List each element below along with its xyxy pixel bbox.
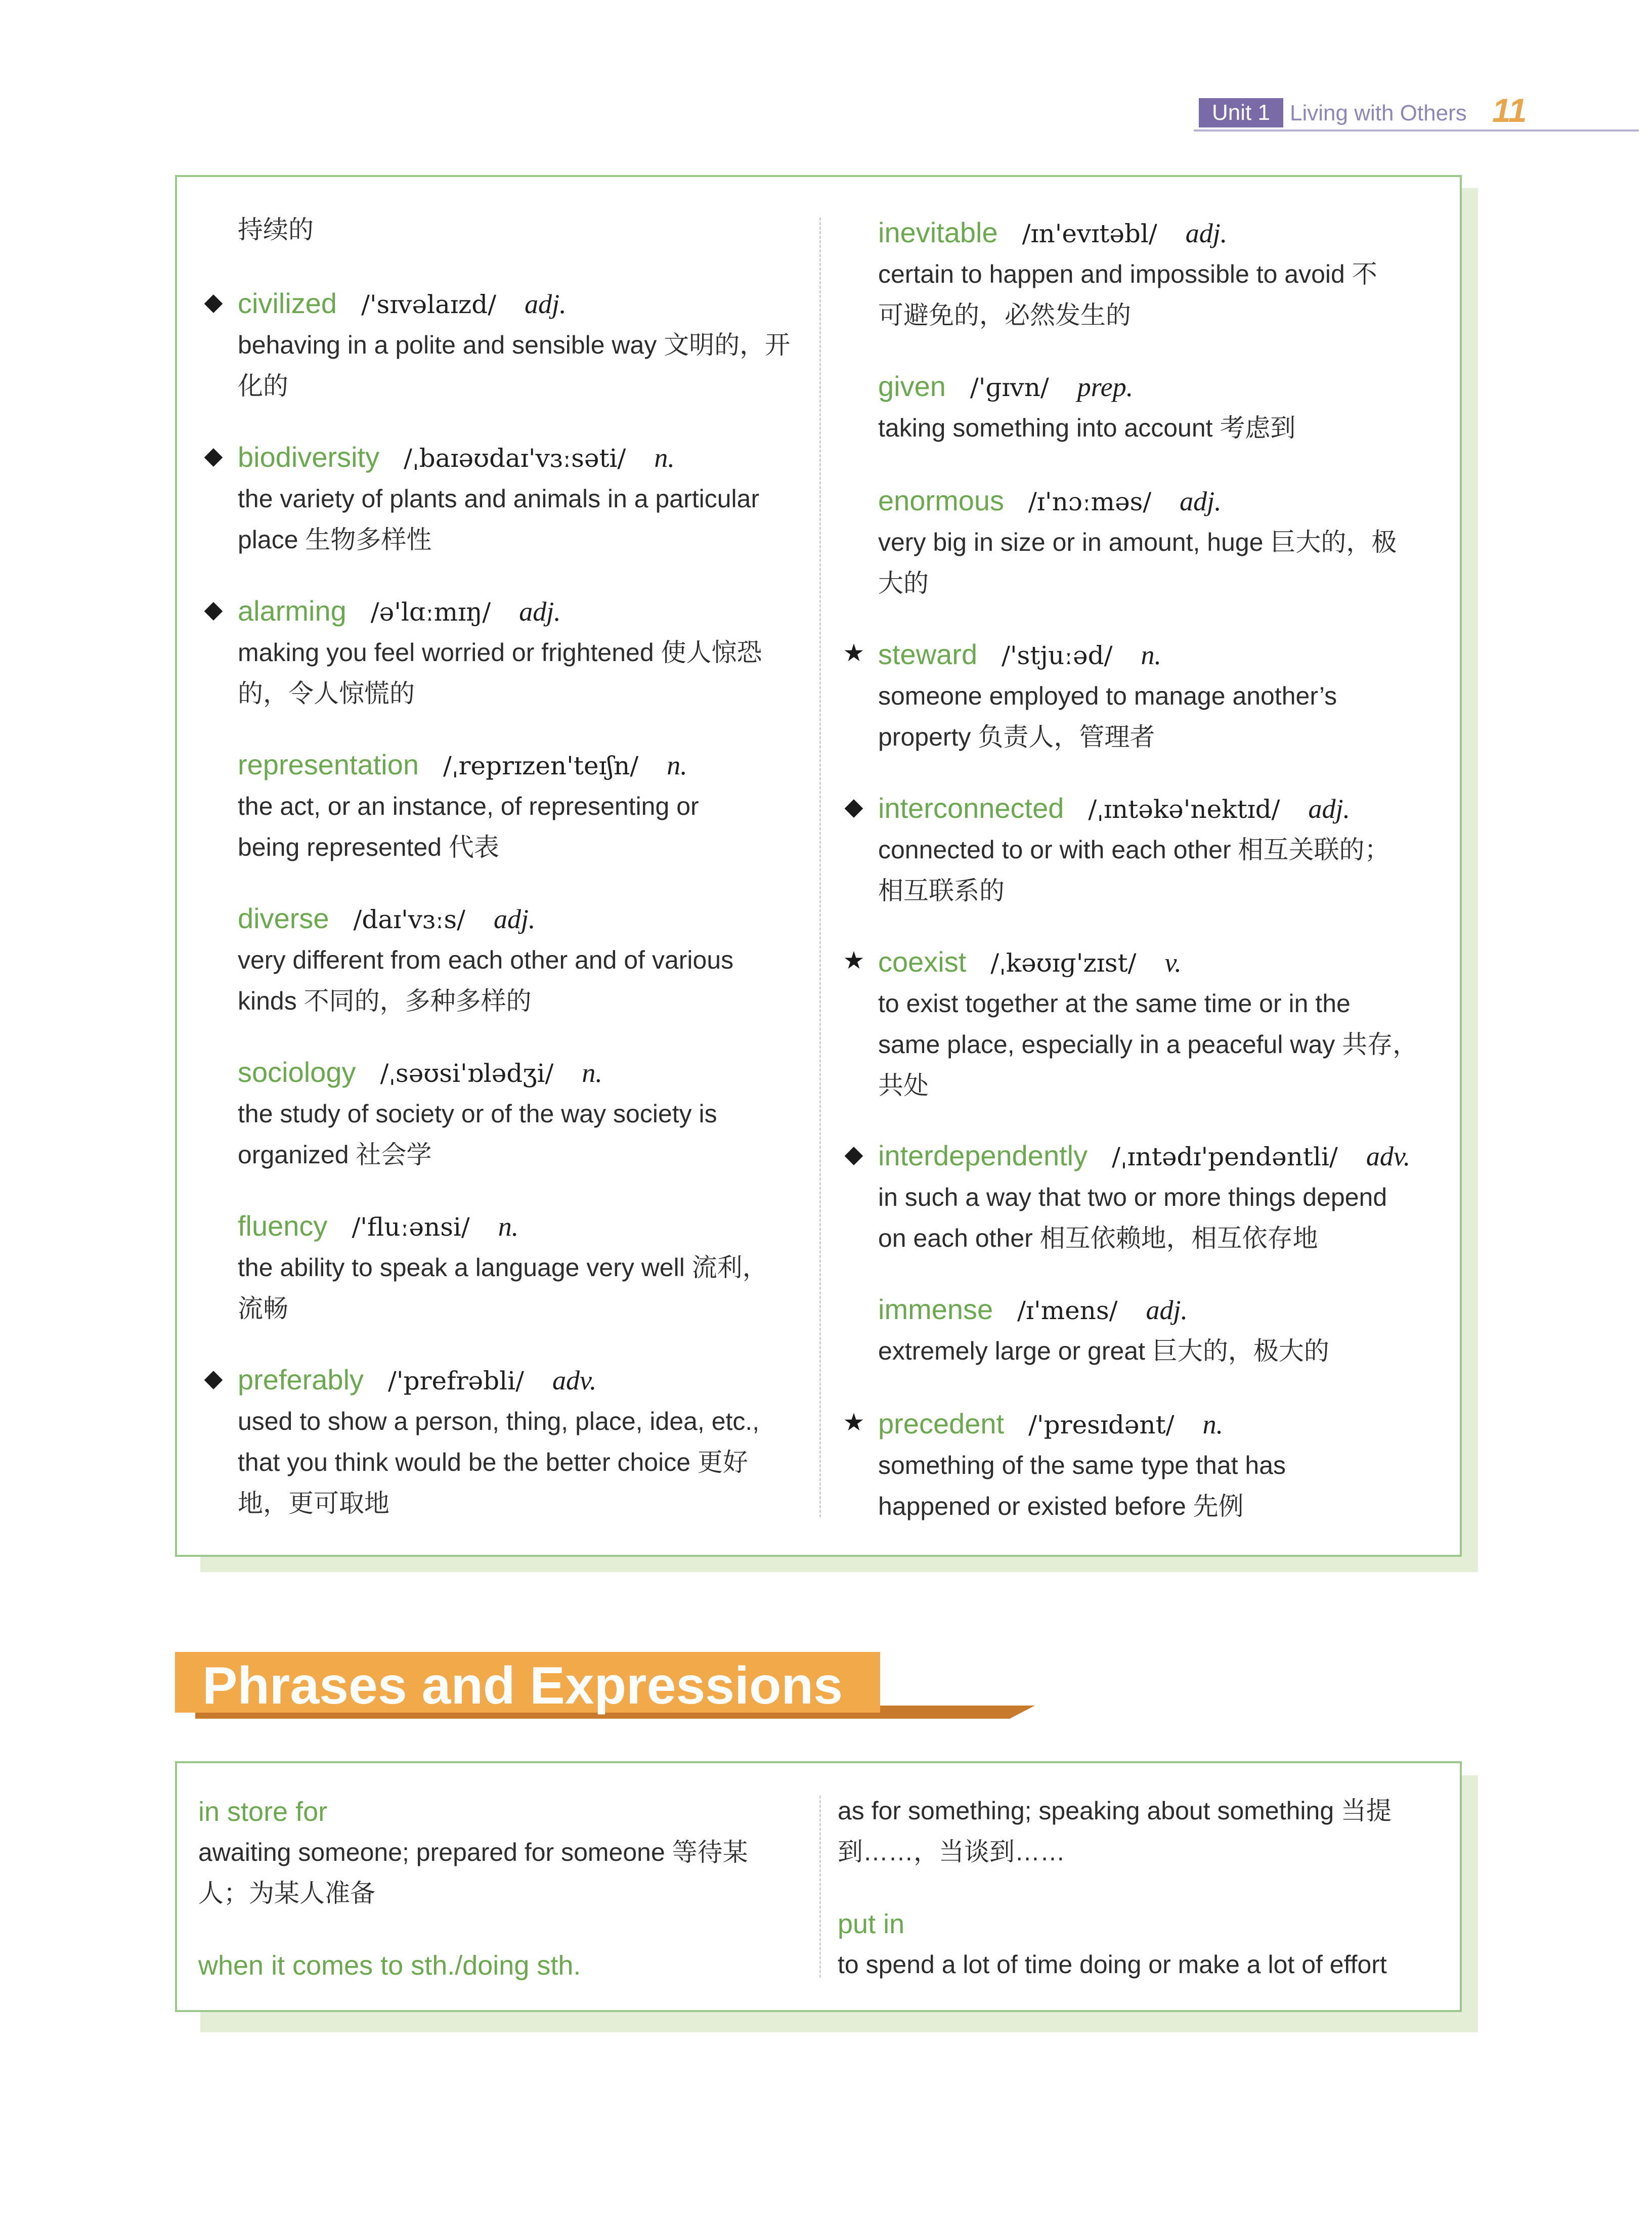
definition-line: certain to happen and impossible to avoid 不 <box>878 260 1377 288</box>
part-of-speech: adv. <box>1366 1141 1411 1171</box>
unit-title: Living with Others <box>1290 101 1467 125</box>
pronunciation: /ˌɪntəkə'nektɪd/ <box>1088 795 1280 824</box>
headword: given <box>878 370 946 402</box>
definition-line: that you think would be the better choice 更好 <box>238 1448 748 1476</box>
pronunciation: /ˌɪntədɪ'pendəntli/ <box>1112 1142 1338 1171</box>
section-title: Phrases and Expressions <box>202 1656 843 1715</box>
diamond-marker-icon: ◆ <box>204 289 223 316</box>
part-of-speech: adj. <box>1308 794 1351 824</box>
right-continuation-text <box>838 1791 1392 1872</box>
definition-line: the variety of plants and animals in a particular <box>238 485 760 513</box>
phrase-heading: in store for <box>198 1797 328 1827</box>
definition-line: being represented 代表 <box>238 833 499 861</box>
headword: biodiversity <box>238 441 380 473</box>
definition-line: 相互联系的 <box>878 877 1005 905</box>
definition-line: 可避免的，必然发生的 <box>878 301 1131 329</box>
definition-line: on each other 相互依赖地，相互依存地 <box>878 1224 1318 1252</box>
definition-line: kinds 不同的，多种多样的 <box>238 987 532 1015</box>
entry-headline <box>238 898 814 940</box>
headword: diverse <box>238 902 329 934</box>
pronunciation: /ˌsəʊsi'ɒlədʒi/ <box>380 1059 554 1088</box>
phrase-heading: when it comes to sth./doing sth. <box>198 1950 581 1981</box>
pronunciation: /ˌbaɪəʊdaɪ'vɜːsəti/ <box>404 444 626 473</box>
definition-line: place 生物多样性 <box>238 526 432 554</box>
phrase-entry <box>198 1945 815 1986</box>
vocab-entry <box>843 634 1455 758</box>
part-of-speech: n. <box>498 1211 519 1242</box>
definition-line: 共处 <box>878 1071 929 1100</box>
pronunciation: /daɪ'vɜːs/ <box>353 905 465 934</box>
vocab-entry <box>204 591 814 714</box>
part-of-speech: prep. <box>1077 372 1134 402</box>
entry-headline <box>878 481 1455 522</box>
pronunciation: /'sɪvəlaɪzd/ <box>361 290 497 319</box>
vocab-entry <box>844 1136 1455 1259</box>
pronunciation: /'ɡɪvn/ <box>970 373 1049 402</box>
star-marker-icon: ★ <box>843 947 865 974</box>
vocab-entry <box>238 1052 814 1175</box>
phrase-entry <box>838 1904 1455 1985</box>
phrase-definition-line: 人；为某人准备 <box>198 1879 375 1907</box>
part-of-speech: n. <box>654 443 675 473</box>
entry-headline <box>238 1052 814 1094</box>
definition-line: 化的 <box>238 372 288 400</box>
part-of-speech: adj. <box>525 289 567 319</box>
pronunciation: /'prefrəbli/ <box>388 1366 524 1395</box>
headword: interconnected <box>878 792 1064 824</box>
vocab-entry <box>204 283 814 407</box>
entry-headline <box>238 591 814 632</box>
definition-line: something of the same type that has <box>878 1451 1286 1479</box>
star-marker-icon: ★ <box>843 1409 865 1436</box>
part-of-speech: adv. <box>552 1365 597 1395</box>
vocab-entry <box>844 788 1455 911</box>
phrases-section-header <box>175 1652 880 1728</box>
entry-headline <box>238 437 814 478</box>
headword: alarming <box>238 595 346 627</box>
pronunciation: /ˌreprɪzen'teɪʃn/ <box>443 751 639 780</box>
vocab-entry <box>878 1289 1455 1372</box>
definition-line: the ability to speak a language very well 流利， <box>238 1253 768 1282</box>
entry-headline <box>878 1289 1455 1331</box>
vocab-entry <box>238 898 814 1022</box>
definition-line: the study of society or of the way society is <box>238 1100 717 1128</box>
headword: civilized <box>238 287 337 319</box>
entry-headline <box>878 1136 1455 1177</box>
part-of-speech: adj. <box>493 904 536 934</box>
headword: steward <box>878 638 978 670</box>
entry-headline <box>878 634 1455 676</box>
phrase-heading: put in <box>838 1909 905 1939</box>
entry-headline <box>878 212 1455 254</box>
vocab-entry <box>238 1206 814 1329</box>
headword: immense <box>878 1293 993 1325</box>
definition-line: same place, especially in a peaceful way 共存， <box>878 1030 1418 1059</box>
vocab-entry <box>878 212 1455 336</box>
definition-line: 地，更可取地 <box>238 1489 389 1517</box>
phrase-definition-line: to spend a lot of time doing or make a lot of effort <box>838 1950 1387 1979</box>
pronunciation: /ɪ'nɔːməs/ <box>1028 487 1152 516</box>
definition-line: 大的 <box>878 569 929 597</box>
vocab-column-divider <box>819 217 821 1517</box>
vocab-entry <box>238 745 814 868</box>
pronunciation: /ɪn'evɪtəbl/ <box>1022 219 1157 248</box>
part-of-speech: adj. <box>1180 486 1222 516</box>
headword: preferably <box>238 1364 364 1395</box>
definition-line: used to show a person, thing, place, idea, etc., <box>238 1407 760 1435</box>
part-of-speech: n. <box>667 750 687 780</box>
vocab-entry <box>843 942 1455 1106</box>
definition-line: extremely large or great 巨大的，极大的 <box>878 1337 1329 1365</box>
part-of-speech: adj. <box>1185 218 1228 248</box>
pronunciation: /ˌkəʊɪɡ'zɪst/ <box>990 948 1137 978</box>
pronunciation: /'presɪdənt/ <box>1028 1410 1175 1439</box>
entry-headline <box>878 366 1455 408</box>
entry-headline <box>238 1206 814 1247</box>
diamond-marker-icon: ◆ <box>844 1141 863 1168</box>
definition-line: 的，令人惊慌的 <box>238 679 415 708</box>
vocab-entry <box>843 1404 1455 1527</box>
diamond-marker-icon: ◆ <box>204 443 223 469</box>
definition-line: organized 社会学 <box>238 1141 432 1169</box>
definition-line: very different from each other and of various <box>238 946 734 974</box>
pronunciation: /ɪ'mens/ <box>1017 1296 1118 1325</box>
page-number: 11 <box>1492 92 1527 129</box>
left-continuation-text: 持续的 <box>238 215 314 244</box>
phrase-definition-line: awaiting someone; prepared for someone 等待某 <box>198 1838 748 1866</box>
diamond-marker-icon: ◆ <box>844 794 863 820</box>
definition-line: to exist together at the same time or in the <box>878 989 1351 1018</box>
part-of-speech: adj. <box>519 596 561 627</box>
part-of-speech: v. <box>1164 947 1182 978</box>
diamond-marker-icon: ◆ <box>204 1365 223 1392</box>
header-rule <box>1194 129 1639 132</box>
pronunciation: /'stjuːəd/ <box>1002 641 1113 670</box>
headword: interdependently <box>878 1140 1088 1171</box>
definition-line: in such a way that two or more things depend <box>878 1183 1387 1211</box>
phrases-column-divider <box>819 1796 821 1978</box>
page-header <box>1194 92 1639 132</box>
entry-headline <box>238 1360 814 1401</box>
definition-line: taking something into account 考虑到 <box>878 414 1296 442</box>
definition-line: 流畅 <box>238 1294 288 1323</box>
diamond-marker-icon: ◆ <box>204 596 223 623</box>
headword: coexist <box>878 946 967 978</box>
vocab-entry <box>204 1360 814 1524</box>
headword: precedent <box>878 1408 1005 1439</box>
entry-headline <box>238 283 814 325</box>
entry-headline <box>878 942 1455 983</box>
definition-line: making you feel worried or frightened 使人惊恐 <box>238 638 762 667</box>
part-of-speech: adj. <box>1146 1295 1188 1325</box>
unit-badge: Unit 1 <box>1199 98 1283 127</box>
vocab-entry <box>878 481 1455 604</box>
headword: sociology <box>238 1056 356 1088</box>
continuation-line: as for something; speaking about something 当提 <box>838 1797 1392 1825</box>
pronunciation: /'fluːənsi/ <box>352 1212 470 1242</box>
headword: enormous <box>878 485 1005 516</box>
part-of-speech: n. <box>1141 640 1161 670</box>
vocab-entry <box>204 437 814 560</box>
definition-line: very big in size or in amount, huge 巨大的，极 <box>878 528 1397 556</box>
entry-headline <box>878 1404 1455 1445</box>
continuation-line: 到……，当谈到…… <box>838 1838 1065 1866</box>
pronunciation: /ə'lɑːmɪŋ/ <box>370 597 491 627</box>
part-of-speech: n. <box>1202 1409 1224 1439</box>
definition-line: property 负责人，管理者 <box>878 723 1155 751</box>
definition-line: connected to or with each other 相互关联的； <box>878 836 1390 864</box>
part-of-speech: n. <box>582 1058 602 1088</box>
headword: inevitable <box>878 216 998 248</box>
phrase-entry <box>198 1792 815 1914</box>
headword: fluency <box>238 1210 328 1242</box>
entry-headline <box>238 745 814 786</box>
vocab-entry <box>878 366 1455 449</box>
entry-headline <box>878 788 1455 830</box>
definition-line: someone employed to manage another’s <box>878 682 1337 710</box>
definition-line: happened or existed before 先例 <box>878 1492 1244 1520</box>
definition-line: the act, or an instance, of representing or <box>238 792 699 820</box>
definition-line: behaving in a polite and sensible way 文明的，开 <box>238 331 791 359</box>
star-marker-icon: ★ <box>843 640 865 667</box>
headword: representation <box>238 749 419 780</box>
